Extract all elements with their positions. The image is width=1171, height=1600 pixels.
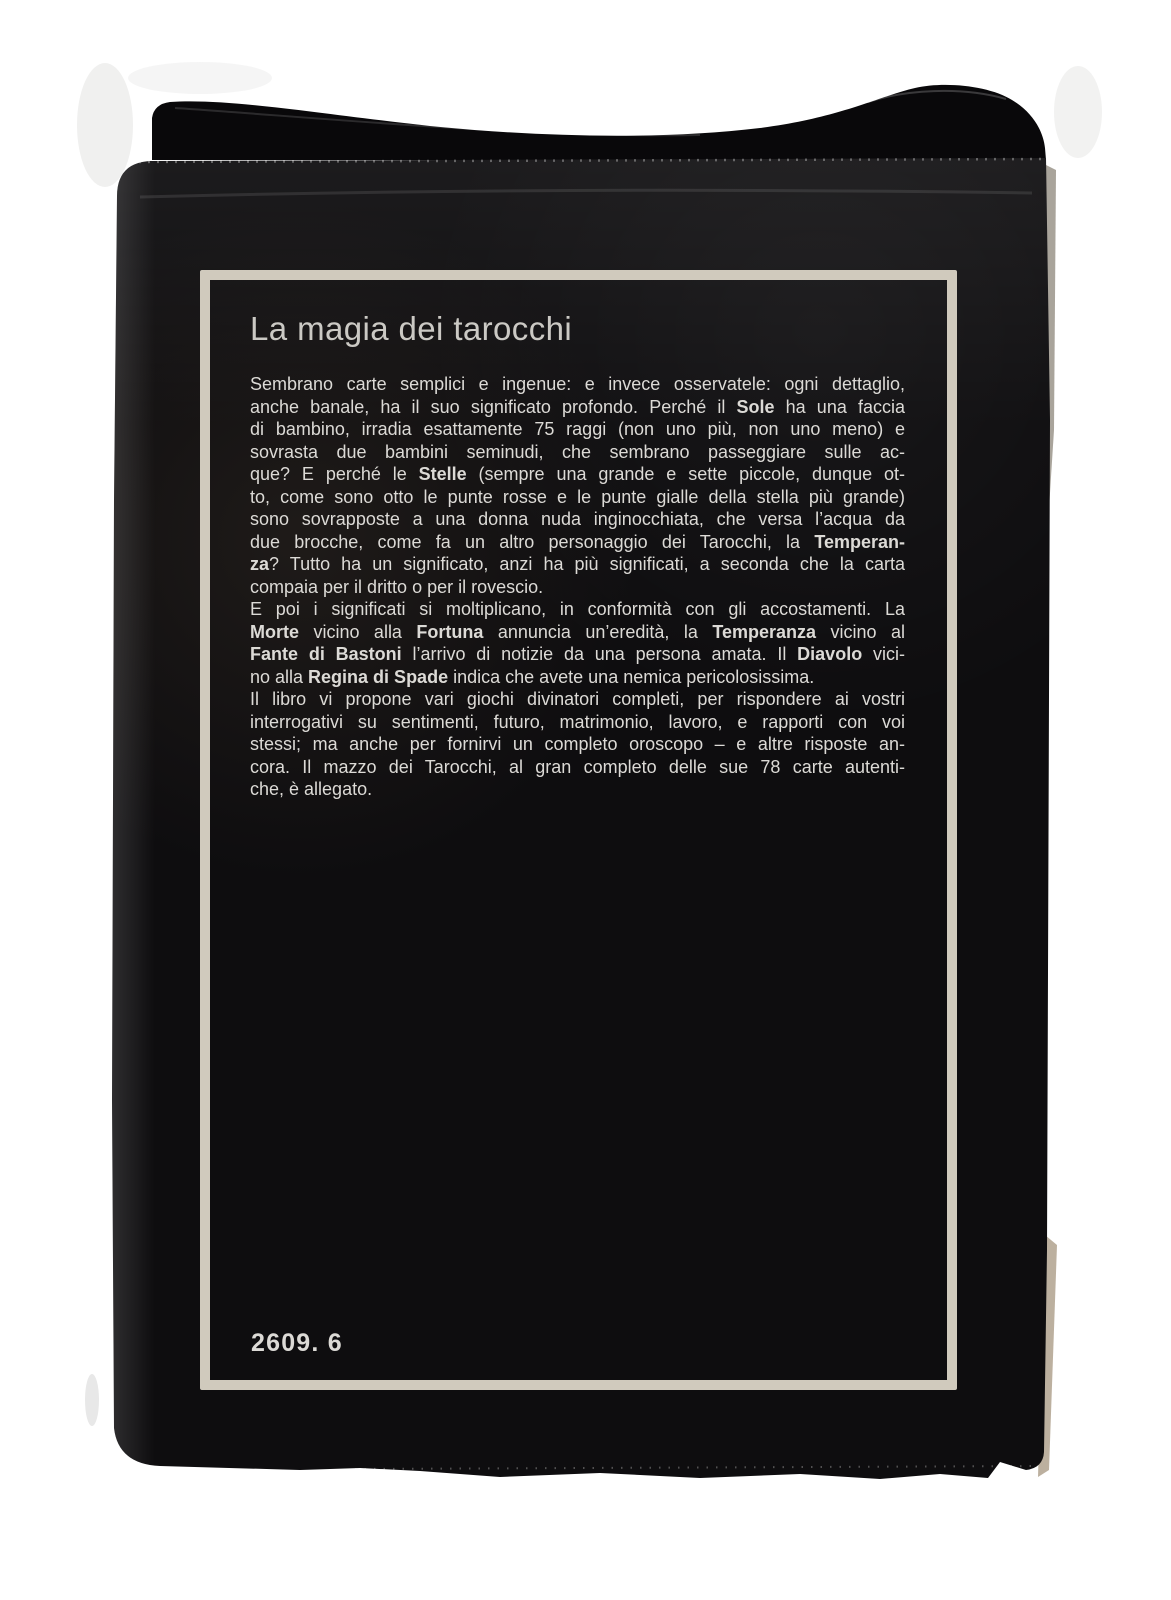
text-line: Il libro vi propone vari giochi divinatori completi, per rispondere ai vostri: [250, 689, 905, 709]
text-line: che, è allegato.: [250, 779, 373, 799]
text-line: cora. Il mazzo dei Tarocchi, al gran completo delle sue 78 carte autenti-: [250, 756, 905, 777]
text-line: stessi; ma anche per fornirvi un completo oroscopo – e altre risposte an-: [250, 734, 905, 754]
text-line: to, come sono otto le punte rosse e le punte gialle della stella più grande): [250, 486, 905, 507]
series-number: 2609. 6: [251, 1329, 343, 1357]
text-line: Fante di Bastoni l’arrivo di notizie da una persona amata. Il Diavolo vici-: [250, 644, 905, 664]
body-paragraph: [250, 688, 905, 801]
text-line: anche banale, ha il suo significato profondo. Perché il Sole ha una faccia: [250, 396, 905, 417]
cover-description: [250, 373, 905, 801]
text-line: interrogativi su sentimenti, futuro, matrimonio, lavoro, e rapporti con voi: [250, 711, 905, 732]
text-line: due brocche, come fa un altro personaggio dei Tarocchi, la Temperan-: [250, 531, 905, 552]
text-line: sono sovrapposte a una donna nuda inginocchiata, che versa l’acqua da: [250, 509, 905, 529]
text-line: Morte vicino alla Fortuna annuncia un’eredità, la Temperanza vicino al: [250, 621, 905, 642]
body-paragraph: [250, 373, 905, 598]
text-line: no alla Regina di Spade indica che avete una nemica pericolosissima.: [250, 666, 815, 687]
cover-title: La magia dei tarocchi: [250, 310, 573, 347]
text-line: za? Tutto ha un significato, anzi ha più significati, a seconda che la carta: [250, 554, 905, 574]
text-line: compaia per il dritto o per il rovescio.: [250, 576, 544, 597]
text-line: E poi i significati si moltiplicano, in conformità con gli accostamenti. La: [250, 599, 905, 619]
text-line: sovrasta due bambini seminudi, che sembrano passeggiare sulle ac-: [250, 441, 905, 462]
text-line: Sembrano carte semplici e ingenue: e invece osservatele: ogni dettaglio,: [250, 374, 905, 394]
text-line: que? E perché le Stelle (sempre una grande e sette piccole, dunque ot-: [250, 464, 905, 484]
book-top-flap: [152, 85, 1046, 160]
body-paragraph: [250, 598, 905, 688]
text-line: di bambino, irradia esattamente 75 raggi (non uno più, non uno meno) e: [250, 419, 905, 439]
